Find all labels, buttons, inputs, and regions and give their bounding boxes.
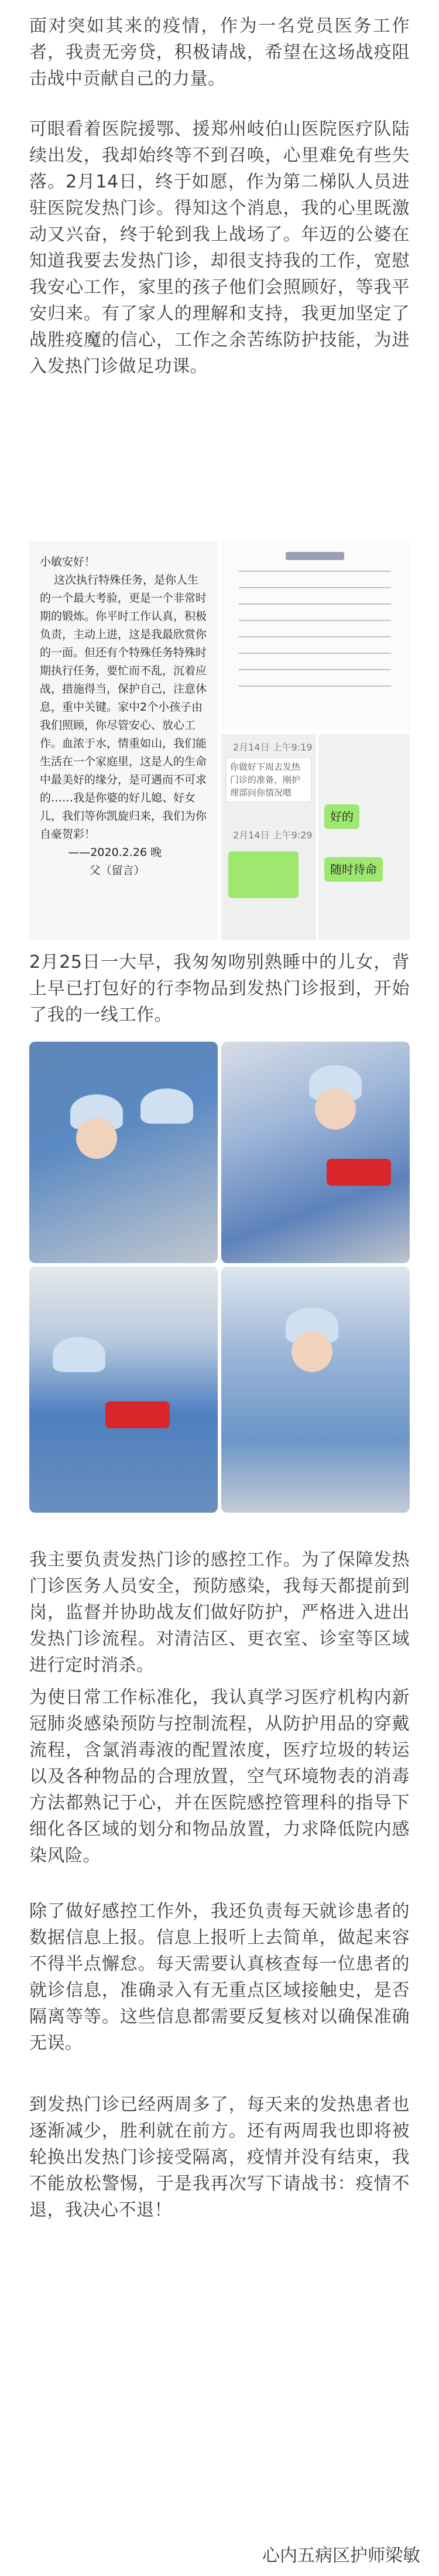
photo-helping-gown — [29, 1267, 218, 1513]
chat-message-notice: 你做好下周去发热门诊的准备，刚护理部问你情况嗯 — [226, 758, 311, 802]
pledge-lines — [239, 571, 391, 702]
red-armband — [327, 1159, 391, 1186]
paragraph-report-day: 2月25日一大早，我匆匆吻别熟睡中的儿女，背上早已打包好的行李物品到发热门诊报到，开始了我的一线工作。 — [29, 952, 410, 1025]
chat-reply-standby: 随时待命 — [324, 857, 383, 882]
photo-nurses-ppe-1 — [29, 1042, 218, 1263]
cap-shape — [140, 1089, 193, 1124]
face-shape — [291, 1331, 332, 1372]
chat-bubble-shape — [228, 851, 299, 898]
cap-shape — [53, 1337, 105, 1372]
family-letter-image — [29, 541, 218, 940]
family-letter-text: 小敏安好！ 这次执行特殊任务，是你人生的一个最大考验，更是一个非常时期的锻炼。你平时工作认真，积极负责，主动上进，这是我最欣赏你的一面。但还有个特殊任务特殊时期执行任务，要忙而不乱，沉着应战，措施得当，保护自己，注意休息，重中关键。家中2个小孩子由我们照顾，你尽管安心、放心工作。血浓于水，情重如山，我们能生活在一个家庭里，这是人的生命中最美好的缘分，是可遇而不可求的……我是你婆的好儿媳、好女儿，我们等你凯旋归来，我们为你自豪贺彩！ ——2020.2.26 晚 父（留言） — [40, 555, 207, 877]
photo-nurse-armband — [221, 1042, 410, 1263]
paragraph-standardization: 为使日常工作标准化，我认真学习医疗机构内新冠肺炎感染预防与控制流程，从防护用品的穿戴流程，含氯消毒液的配置浓度，医疗垃圾的转运以及各种物品的合理放置，空气环境物表的消毒方法都熟记于心，并在医院感控管理科的指导下细化各区域的划分和物品放置，力求降低院内感染风险。 — [29, 1687, 410, 1866]
author-signature: 心内五病区护师梁敏 — [262, 2546, 420, 2566]
handwritten-pledge-image — [221, 541, 410, 730]
wechat-chat-image-2 — [318, 734, 410, 940]
paragraph-waiting: 可眼看着医院援鄂、援郑州岐伯山医院医疗队陆续出发，我却始终等不到召唤，心里难免有些失落。2月14日，终于如愿，作为第二梯队人员进驻医院发热门诊。得知这个消息，我的心里既激动又兴奋，终于轮到我上战场了。年迈的公婆在知道我要去发热门诊，却很支持我的工作，宽慰我安心工作，家里的孩子他们会照顾好，等我平安归来。有了家人的理解和支持，我更加坚定了战胜疫魔的信心，工作之余苦练防护技能，为进入发热门诊做足功课。 — [29, 119, 410, 377]
chat-reply-ok: 好的 — [324, 804, 359, 829]
paragraph-data-report: 除了做好感控工作外，我还负责每天就诊患者的数据信息上报。信息上报听上去简单，做起来容不得半点懈怠。每天需要认真核查每一位患者的就诊信息，准确录入有无重点区域接触史，是否隔离等等。这些信息都需要反复核对以确保准确无误。 — [29, 1901, 410, 2053]
face-shape — [76, 1118, 117, 1159]
pledge-heading-scribble — [286, 552, 344, 560]
paragraph-duty: 我主要负责发热门诊的感控工作。为了保障发热门诊医务人员安全，预防感染，我每天都提前到岗，监督并协助战友们做好防护，严格进入进出发热门诊流程。对清洁区、更衣室、诊室等区域进行定时消杀。 — [29, 1550, 410, 1676]
paragraph-pledge-again: 到发热门诊已经两周多了，每天来的发热患者也逐渐减少，胜利就在前方。还有两周我也即将被轮换出发热门诊接受隔离，疫情并没有结束，我不能放松警惕，于是我再次写下请战书：疫情不退，我决心不退！ — [29, 2094, 410, 2220]
paragraph-intro: 面对突如其来的疫情，作为一名党员医务工作者，我责无旁贷，积极请战，希望在这场战疫阻击战中贡献自己的力量。 — [29, 16, 410, 89]
chat-timestamp-1: 2月14日 上午9:19 — [233, 742, 313, 753]
photo-nurse-face-shield — [221, 1267, 410, 1513]
red-armband — [105, 1401, 170, 1428]
face-shape — [315, 1089, 356, 1130]
chat-timestamp-2: 2月14日 上午9:29 — [233, 830, 313, 841]
wechat-chat-image-1 — [221, 734, 316, 940]
